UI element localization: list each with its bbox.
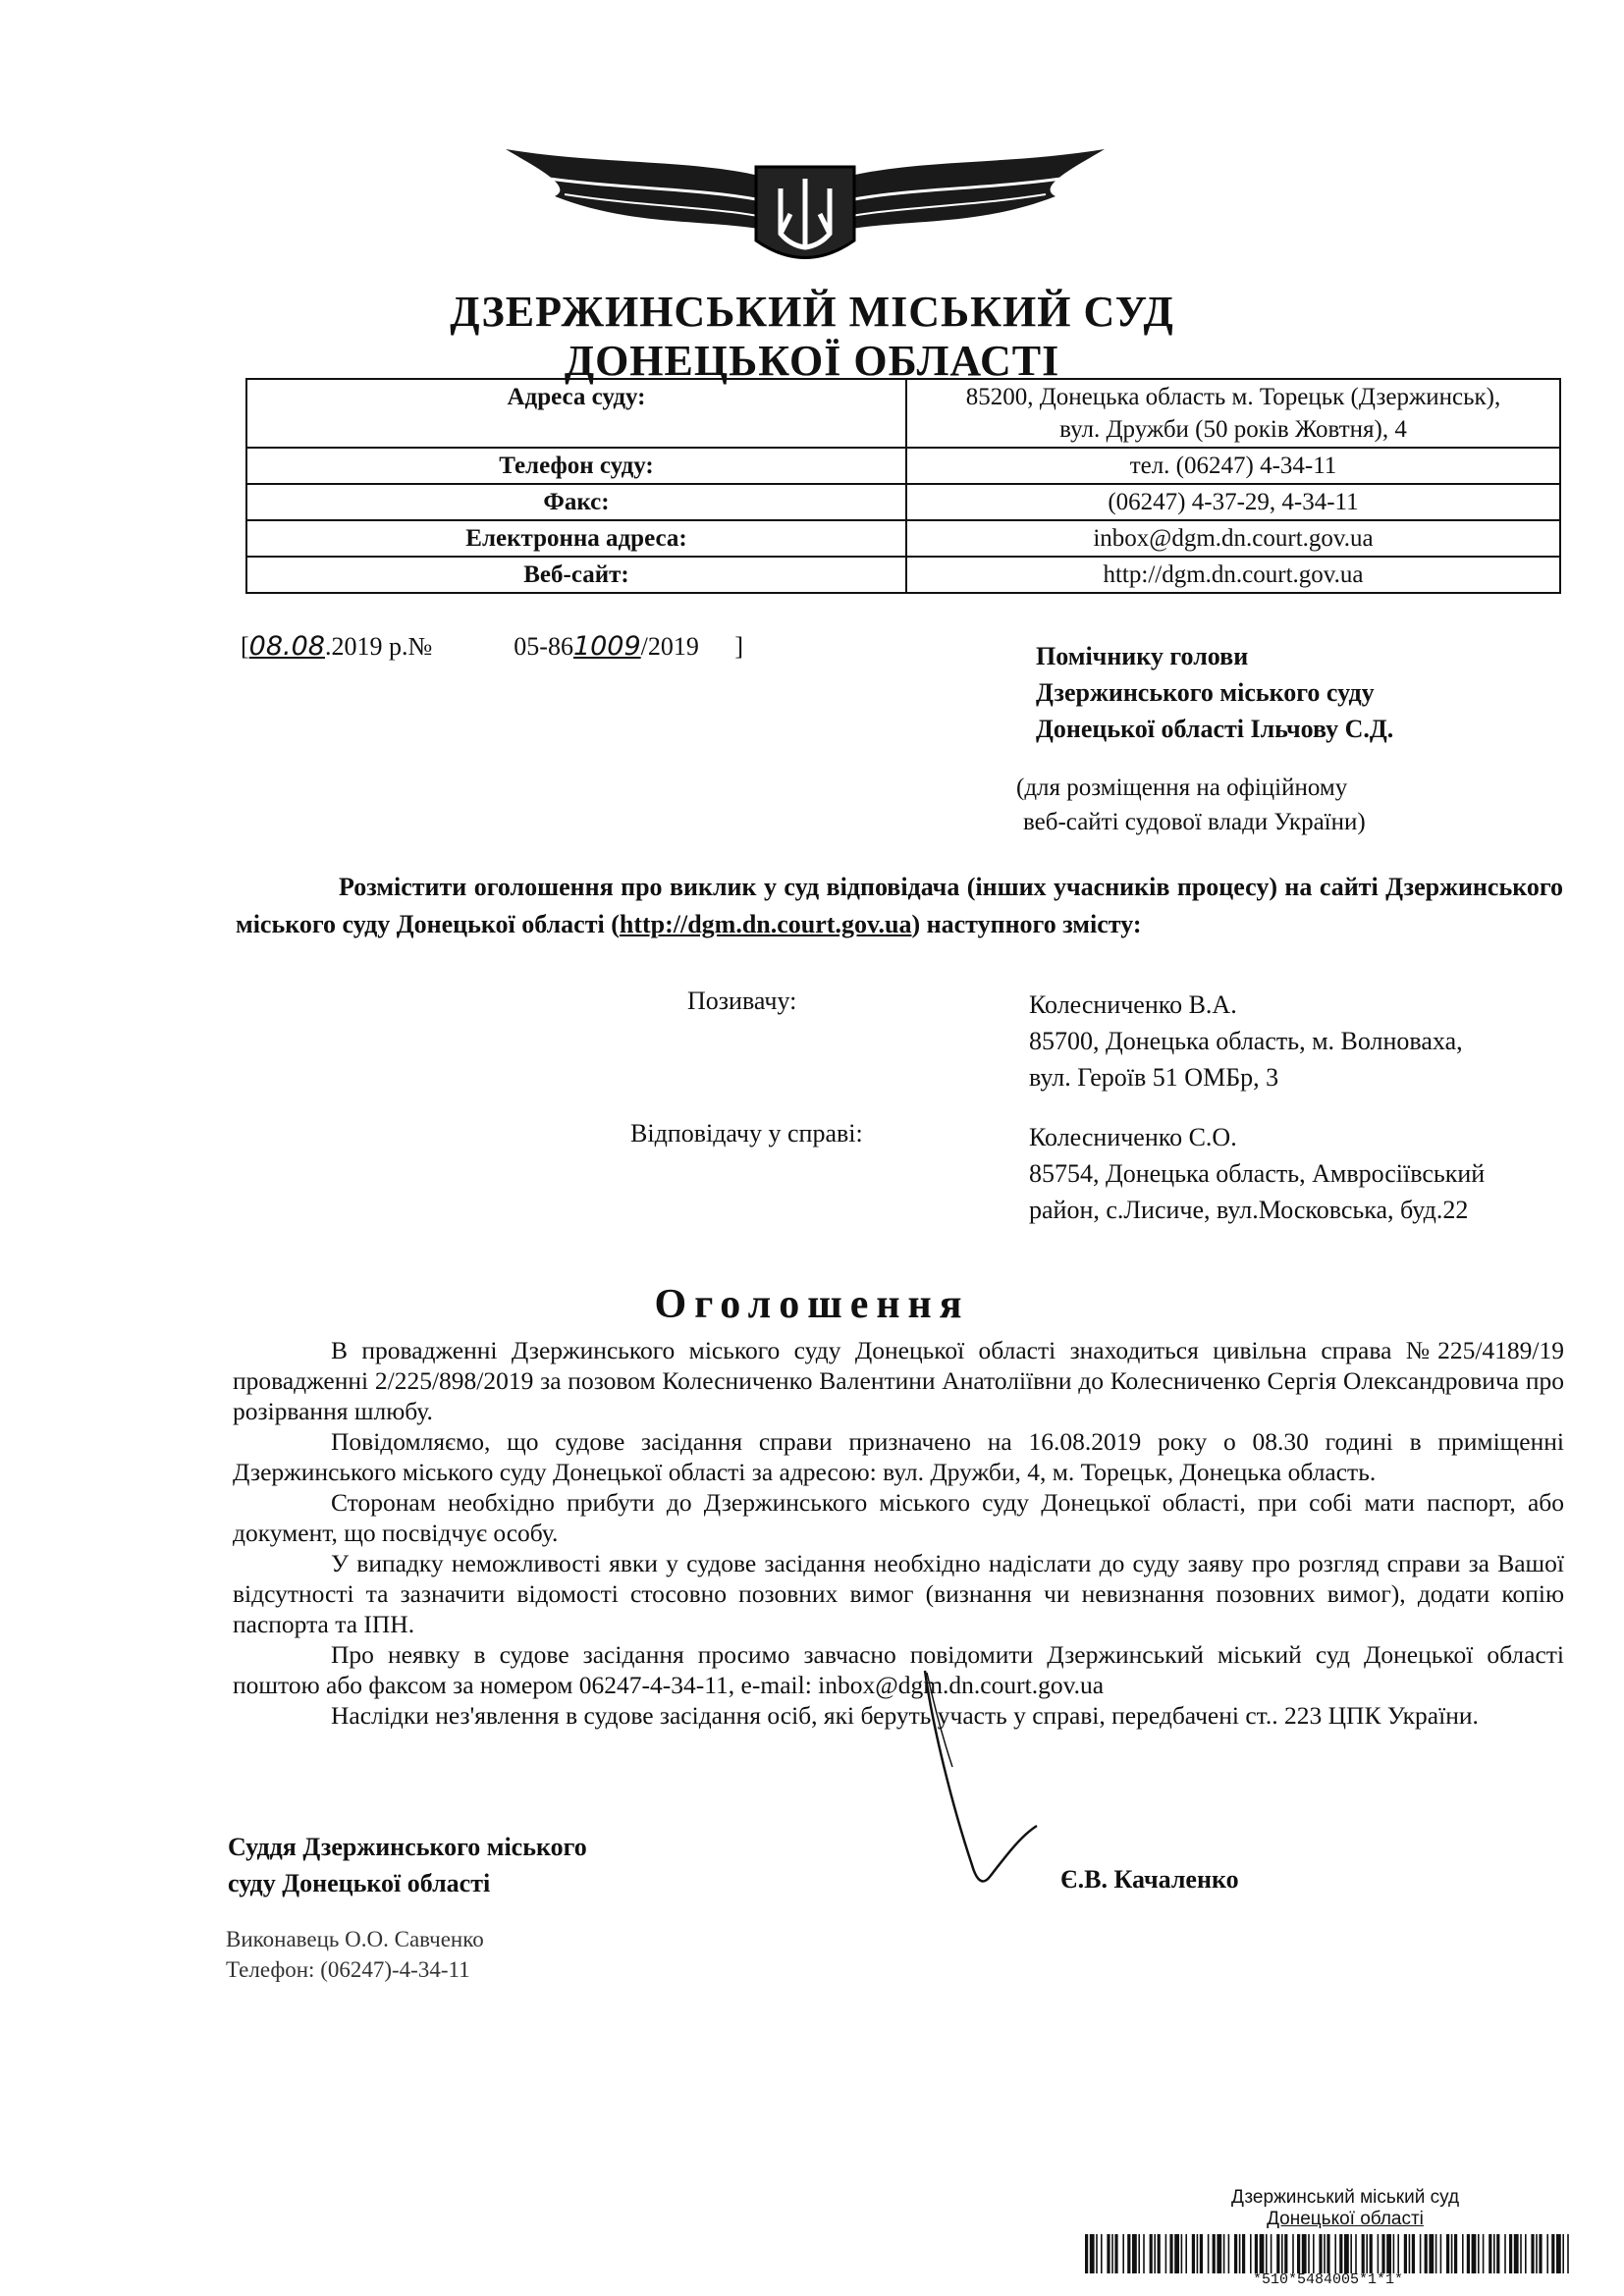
court-address-label: Адреса суду:: [246, 379, 906, 448]
placement-note-line: (для розміщення на офіційному: [1016, 774, 1348, 801]
recipient-line: Дзержинського міського суду: [1036, 678, 1375, 707]
barcode-number: *510*5484005*1*1*: [1252, 2271, 1404, 2288]
outgoing-number-suffix: /2019: [640, 632, 699, 661]
outgoing-number-prefix: 05-86: [514, 632, 573, 661]
court-address-line: вул. Дружби (50 років Жовтня), 4: [1059, 416, 1407, 443]
placement-note: [1016, 771, 1366, 839]
court-fax-value: (06247) 4-37-29, 4-34-11: [906, 484, 1560, 520]
announcement-body: [233, 1335, 1564, 1731]
judge-signature: [913, 1669, 1041, 1895]
registration-stamp: [1149, 2187, 1542, 2230]
judge-position: [228, 1829, 587, 1901]
court-phone-row: [246, 448, 1560, 484]
court-phone-label: Телефон суду:: [246, 448, 906, 484]
registration-barcode: [1085, 2234, 1571, 2273]
request-text: Розмістити оголошення про виклик у суд відповідача (інших учасників процесу) на сайті Дзержинського міського суду Донецької області (: [236, 873, 1563, 938]
defendant-street: район, с.Лисиче, вул.Московська, буд.22: [1029, 1196, 1469, 1224]
plaintiff-street: вул. Героїв 51 ОМБр, 3: [1029, 1063, 1279, 1092]
defendant-details: [1029, 1119, 1485, 1228]
recipient-line: Помічнику голови: [1036, 642, 1249, 670]
judge-position-line: суду Донецької області: [228, 1869, 491, 1897]
court-email-label: Електронна адреса:: [246, 520, 906, 557]
executor-block: [226, 1924, 484, 1985]
court-email-row: [246, 520, 1560, 557]
court-website-row: [246, 557, 1560, 593]
registration-stamp-line: Дзержинський міський суд: [1230, 2187, 1460, 2208]
court-fax-label: Факс:: [246, 484, 906, 520]
court-phone-value: тел. (06247) 4-34-11: [906, 448, 1560, 484]
court-address-row: [246, 379, 1560, 448]
outgoing-number-handwritten: 1009: [572, 631, 641, 662]
announcement-paragraph: У випадку неможливості явки у судове засідання необхідно надіслати до суду заяву про розгляд справи за Вашої відсутності та зазначити відомості стосовно позовних вимог (визнання чи невизнання позовних вимог), додати копію паспорта та ІПН.: [233, 1549, 1564, 1638]
contact-email-link[interactable]: inbox@dgm.dn.court.gov.ua: [818, 1671, 1105, 1699]
defendant-label: Відповідачу у справі:: [630, 1119, 863, 1148]
defendant-name: Колесниченко С.О.: [1029, 1123, 1237, 1151]
recipient-block: [1036, 638, 1393, 747]
outgoing-number: [241, 631, 743, 662]
executor-name: Виконавець О.О. Савченко: [226, 1927, 484, 1951]
recipient-line: Донецької області Ільчову С.Д.: [1036, 715, 1394, 743]
announcement-paragraph: Сторонам необхідно прибути до Дзержинського міського суду Донецької області, при собі мати паспорт, або документ, що посвідчує особу.: [233, 1488, 1564, 1547]
placement-request: [236, 869, 1563, 943]
court-name-line1: ДЗЕРЖИНСЬКИЙ МІСЬКИЙ СУД: [450, 288, 1174, 336]
court-email-value: inbox@dgm.dn.court.gov.ua: [906, 520, 1560, 557]
announcement-paragraph: Наслідки нез'явлення в судове засідання осіб, які беруть участь у справі, передбачені ст.. 223 ЦПК України.: [331, 1701, 1479, 1730]
plaintiff-address: 85700, Донецька область, м. Волноваха,: [1029, 1027, 1463, 1055]
plaintiff-name: Колесниченко В.А.: [1029, 990, 1237, 1019]
announcement-paragraph: Повідомляємо, що судове засідання справи призначено на 16.08.2019 року о 08.30 годині в приміщенні Дзержинського міського суду Донецької області за адресою: вул. Дружби, 4, м. Торецьк, Донецька область.: [233, 1427, 1564, 1486]
court-info-table: [245, 378, 1561, 594]
plaintiff-label: Позивачу:: [687, 987, 797, 1015]
request-link[interactable]: http://dgm.dn.court.gov.ua: [619, 910, 912, 938]
court-name-line2: ДОНЕЦЬКОЇ ОБЛАСТІ: [564, 337, 1060, 385]
outgoing-bracket-close: ]: [734, 632, 744, 661]
court-address-line: 85200, Донецька область м. Торецьк (Дзержинськ),: [965, 384, 1501, 410]
court-address-value: [906, 379, 1560, 448]
outgoing-bracket-open: [: [241, 632, 249, 661]
defendant-address: 85754, Донецька область, Амвросіївський: [1029, 1159, 1486, 1188]
outgoing-year: .2019 р.№: [324, 632, 433, 661]
announcement-contact: [233, 1639, 1564, 1700]
outgoing-date-handwritten: 08.08: [248, 631, 325, 662]
announcement-title: Оголошення: [654, 1282, 970, 1327]
placement-note-line: веб-сайті судової влади України): [1023, 809, 1366, 835]
judge-name: Є.В. Качаленко: [1060, 1865, 1239, 1894]
court-fax-row: [246, 484, 1560, 520]
registration-stamp-line: Донецької області: [1267, 2209, 1424, 2229]
executor-phone: Телефон: (06247)-4-34-11: [226, 1957, 470, 1982]
judge-position-line: Суддя Дзержинського міського: [228, 1833, 587, 1861]
court-website-label: Веб-сайт:: [246, 557, 906, 593]
announcement-paragraph: В провадженні Дзержинського міського суду Донецької області знаходиться цивільна справа №225/4189/19 провадженні 2/225/898/2019 за позовом Колесниченко Валентини Анатоліївни до Колесниченко Сергія Олександровича про розірвання шлюбу.: [233, 1336, 1564, 1425]
contact-text: Про неявку в судове засідання просимо завчасно повідомити Дзержинський міський суд Донецької області поштою або факсом за номером 06247-4-34-11, e-mail:: [233, 1640, 1564, 1699]
tryzub-emblem: [496, 137, 1114, 285]
plaintiff-details: [1029, 987, 1463, 1095]
court-website-value: http://dgm.dn.court.gov.ua: [906, 557, 1560, 593]
request-text-end: ) наступного змісту:: [911, 910, 1142, 938]
